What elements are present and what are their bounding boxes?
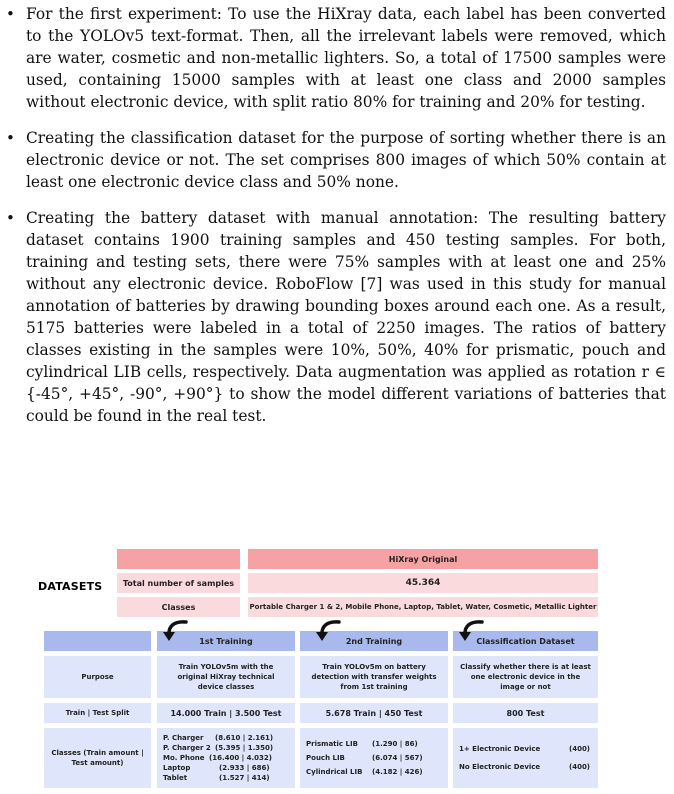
split-classification: 800 Test [453,703,598,723]
classes-2nd-training [300,728,448,788]
class-value: (1.290 | 86) [372,740,418,748]
class-name: P. Charger 2 [163,744,211,752]
purpose-1st-training: Train YOLOv5m with the original HiXray technical device classes [157,656,295,698]
bullet-text: Creating the battery dataset with manual annotation: The resulting battery dataset contains 1900 training samples and 450 testing samples. For both, training and testing sets, there were 75% samples with at least one and 25% without any electronic device. RoboFlow [7] was used in this study for manual annotation of batteries by drawing bounding boxes around each one. As a result, 5175 batteries were labeled in a total of 2250 images. The ratios of battery classes existing in the samples were 10%, 50%, 40% for prismatic, pouch and cylindrical LIB cells, respectively. Data augmentation was applied as rotation r ∈ {-45°, +45°, -90°, +90°} to show the model different variations of batteries that could be found in the real test. [26,209,666,425]
class-name: Cylindrical LIB [306,768,363,776]
row-label-split: Train | Test Split [44,703,151,723]
class-name: 1+ Electronic Device [459,745,541,753]
column-header-2nd-training: 2nd Training [300,631,448,651]
column-header-blank [44,631,151,651]
class-value: (2.933 | 686) [219,764,270,772]
bullet-item [6,3,666,113]
class-name: P. Charger [163,734,204,742]
classes-1st-training [157,728,295,788]
total-samples-value: 45.364 [248,573,598,593]
hixray-header: HiXray Original [248,549,598,569]
class-entry [163,773,295,783]
datasets-figure [0,540,674,794]
bullet-text: Creating the classification dataset for the purpose of sorting whether there is an electronic device or not. The set comprises 800 images of which 50% contain at least one electronic device class and 50% none. [26,129,666,191]
class-name: Prismatic LIB [306,740,358,748]
curved-arrow-icon [313,617,343,643]
row-label-purpose: Purpose [44,656,151,698]
classes-label: Classes [117,597,240,617]
class-value: (4.182 | 426) [372,768,423,776]
class-value: (1.527 | 414) [219,774,270,782]
class-entry [459,758,598,776]
class-value: (5.395 | 1.350) [215,744,274,752]
purpose-classification: Classify whether there is at least one electronic device in the image or not [453,656,598,698]
class-value: (400) [569,763,591,771]
bullet-item [6,207,666,427]
classes-value: Portable Charger 1 & 2, Mobile Phone, Laptop, Tablet, Water, Cosmetic, Metallic Lighter [248,597,598,617]
curved-arrow-icon [160,617,190,643]
column-header-classification: Classification Dataset [453,631,598,651]
class-entry [163,753,295,763]
bullet-dot: • [6,209,15,227]
purpose-2nd-training: Train YOLOv5m on battery detection with transfer weights from 1st training [300,656,448,698]
class-value: (400) [569,745,591,753]
class-value: (16.400 | 4.032) [209,754,272,762]
class-name: Pouch LIB [306,754,345,762]
column-header-1st-training: 1st Training [157,631,295,651]
class-name: Tablet [163,774,188,782]
row-label-classes: Classes (Train amount | Test amount) [44,728,151,788]
bullet-text: For the first experiment: To use the HiXray data, each label has been converted to the YOLOv5 text-format. Then, all the irrelevant labels were removed, which are water, cosmetic and non-metallic lighters. So, a total of 17500 samples were used, containing 15000 samples with at least one class and 2000 samples without electronic device, with split ratio 80% for training and 20% for testing. [26,5,666,111]
bullet-list [6,3,666,427]
datasets-title: DATASETS [38,580,103,593]
header-blank-cell [117,549,240,569]
class-name: Laptop [163,764,191,772]
curved-arrow-icon [456,617,486,643]
classes-classification [453,728,598,788]
class-value: (6.074 | 567) [372,754,423,762]
bullet-dot: • [6,5,15,23]
class-name: Mo. Phone [163,754,205,762]
class-entry [163,733,295,743]
bullet-item [6,127,666,193]
split-2nd-training: 5.678 Train | 450 Test [300,703,448,723]
class-entry [306,751,448,765]
split-1st-training: 14.000 Train | 3.500 Test [157,703,295,723]
class-entry [306,765,448,779]
class-entry [163,763,295,773]
class-name: No Electronic Device [459,763,541,771]
bullet-dot: • [6,129,15,147]
total-samples-label: Total number of samples [117,573,240,593]
class-entry [163,743,295,753]
class-entry [459,740,598,758]
class-value: (8.610 | 2.161) [215,734,274,742]
class-entry [306,737,448,751]
